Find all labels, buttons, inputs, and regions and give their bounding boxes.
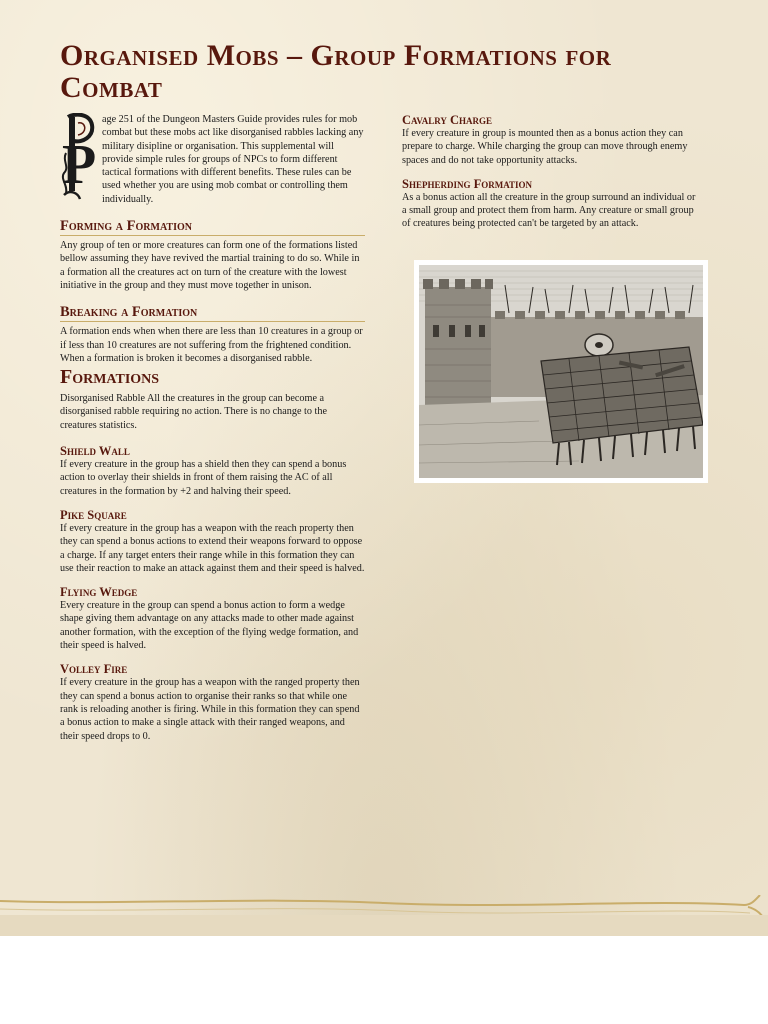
heading-forming-a-formation: Forming a Formation	[60, 218, 365, 236]
heading-shield-wall: Shield Wall	[60, 444, 130, 459]
body-breaking-a-formation: A formation ends when when there are less than 10 creatures in a group or if less than 10 creatures are not suffering from the frightened condition. When a formation is broken it becomes a disorganised rabble.	[60, 326, 363, 364]
body-flying-wedge: Every creature in the group can spend a bonus action to form a wedge shape giving them advantage on any attacks made to other made against another formation, with the exception of the flying wedge formation, and their speed is halved.	[60, 600, 359, 652]
heading-breaking-a-formation: Breaking a Formation	[60, 304, 365, 322]
body-volley-fire: If every creature in the group has a weapon with the ranged property then they can spend a bonus action to organise their ranks so that while one rank is reloading another is firing. While in this formation they can spend a bonus action to make a single attack with their ranged weapons, and their speed drops to 0.	[60, 677, 360, 742]
heading-cavalry-charge: Cavalry Charge	[402, 113, 493, 127]
footer-ornament	[0, 895, 768, 936]
intro-paragraph	[60, 113, 365, 206]
body-forming-a-formation: Any group of ten or more creatures can form one of the formations listed bellow assuming they have revived the martial training to do so. While in a formation all the creatures act on turn of the creature with the lowest initiative in the group and they must move together in unison.	[60, 240, 360, 291]
dropcap-glyph: P	[62, 134, 96, 196]
left-column	[60, 113, 365, 743]
body-cavalry-charge: If every creature in group is mounted then as a bonus action they can prepare to charge. While charging the group can move through enemy spaces and do not take opportunity attacks.	[402, 128, 688, 166]
body-shepherding-formation: As a bonus action all the creature in the group surround an individual or a small group and protect them from harm. Any creature or small group of creatures being protected can't be targeted by an attack.	[402, 191, 696, 230]
heading-formations: Formations	[60, 366, 160, 389]
body-formations: Disorganised Rabble All the creatures in the group can become a disorganised rabble requiring no action. There is no change to the creatures statistics.	[60, 393, 327, 431]
heading-pike-square: Pike Square	[60, 507, 127, 522]
dropcap-letter-p	[60, 113, 96, 203]
testudo-illustration	[414, 260, 708, 483]
right-column	[402, 113, 702, 231]
body-pike-square: If every creature in the group has a weapon with the reach property then they can spend a bonus actions to extend their weapons forward to oppose a charge. If any target enters their range while in this formation they can use their reaction to make an attack against them and their speed is halved.	[60, 522, 365, 574]
body-shield-wall: If every creature in the group has a shield then they can spend a bonus action to overlay their shields in front of them raising the AC of all creatures in the formation by +2 and halving their speed.	[60, 459, 347, 497]
heading-shepherding-formation: Shepherding Formation	[402, 176, 533, 191]
intro-text: age 251 of the Dungeon Masters Guide provides rules for mob combat but these mobs act like disorganised rabbles lacking any military disipline or organisation. This supplemental will provide simple rules for groups of NPCs to form different tactical formations with different benefits. These rules can be used whether you are using mob combat or controlling them individually.	[102, 114, 364, 205]
heading-volley-fire: Volley Fire	[60, 662, 128, 677]
heading-flying-wedge: Flying Wedge	[60, 585, 138, 600]
page-title: Organised Mobs – Group Formations for Combat	[60, 39, 612, 104]
